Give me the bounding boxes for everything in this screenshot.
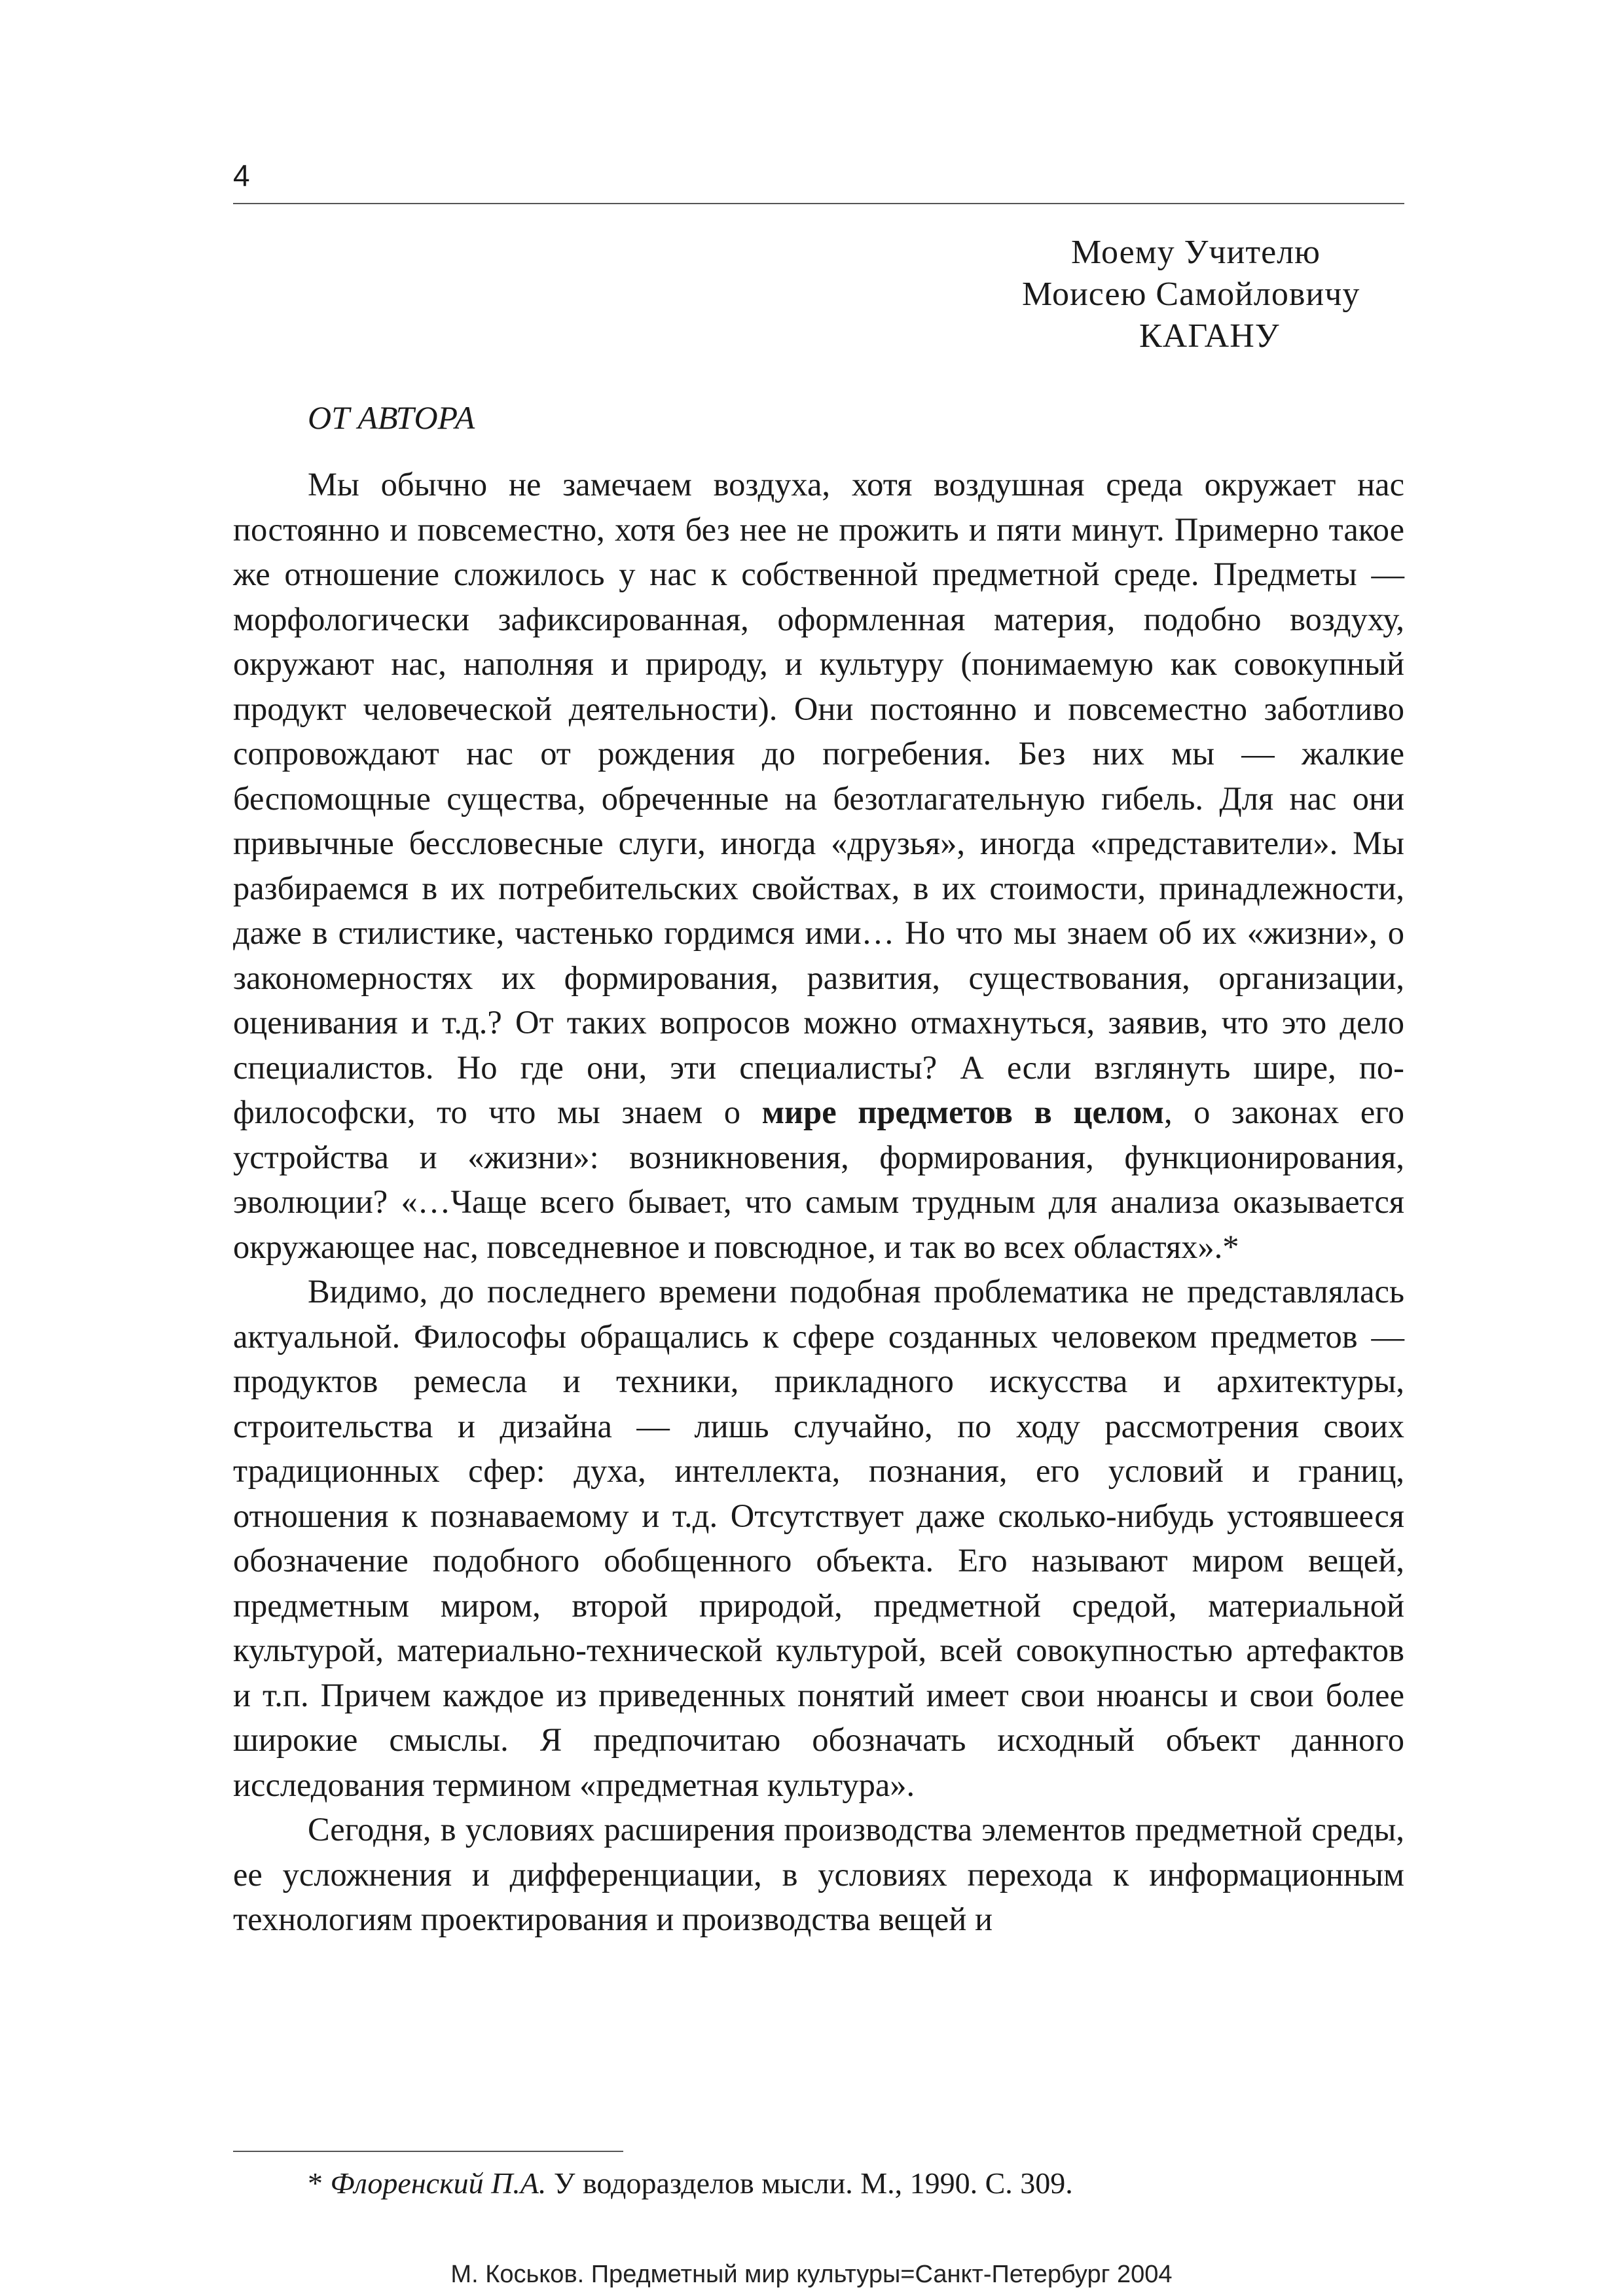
body-text <box>233 462 1404 1942</box>
header-divider <box>233 203 1404 204</box>
footnote-author: Флоренский П.А. <box>330 2166 547 2200</box>
paragraph-1-emphasis: мире предметов в целом <box>761 1094 1164 1130</box>
footnote-marker: * <box>308 2166 331 2200</box>
paragraph-1-text-a: Мы обычно не замечаем воздуха, хотя воздушная среда окружает нас постоянно и повсеместно, хотя без нее не прожить и пяти минут. Примерно такое же отношение сложилось у нас к собственной предметной среде. Предметы — морфологически зафиксированная, оформленная материя, подобно воздуху, окружают нас, наполняя и природу, и культуру (понимаемую как совокупный продукт человеческой деятельности). Они постоянно и повсеместно заботливо сопровождают нас от рождения до погребения. Без них мы — жалкие беспомощные существа, обреченные на безотлагательную гибель. Для нас они привычные бессловесные слуги, иногда «друзья», иногда «представители». Мы разбираемся в их потребительских свойствах, в их стоимости, принадлежности, даже в стилистике, частенько гордимся ими… Но что мы знаем об их «жизни», о закономерностях их формирования, развития, существования, организации, оценивания и т.д.? От таких вопросов можно отмахнуться, заявив, что это дело специалистов. Но где они, эти специалисты? А если взглянуть шире, по-философски, то что мы знаем о <box>233 466 1404 1130</box>
paragraph-3: Сегодня, в условиях расширения производства элементов предметной среды, ее усложнения и дифференциации, в условиях перехода к информационным технологиям проектирования и производства вещей и <box>233 1811 1404 1937</box>
section-title: ОТ АВТОРА <box>308 399 475 436</box>
dedication-line-1: Моему Учителю <box>1071 234 1321 271</box>
paragraph-1-text-b: , о законах его устройства и «жизни»: возникновения, формирования, функционирования, эволюции? «…Чаще всего бывает, что самым трудным для анализа оказывается окружающее нас, повседневное и повсюдное, и так во всех областях».* <box>233 1094 1404 1265</box>
footnote-divider <box>233 2151 623 2152</box>
footnote <box>308 2164 1073 2203</box>
footnote-citation: У водоразделов мысли. М., 1990. С. 309. <box>546 2166 1073 2200</box>
dedication-line-3: КАГАНУ <box>1139 317 1280 355</box>
footer-credit: М. Коськов. Предметный мир культуры=Санкт-Петербург 2004 <box>450 2261 1173 2288</box>
paragraph-1 <box>233 462 1404 1269</box>
paragraph-2: Видимо, до последнего времени подобная проблематика не представлялась актуальной. Философы обращались к сфере созданных человеком предметов — продуктов ремесла и техники, прикладного искусства и архитектуры, строительства и дизайна — лишь случайно, по ходу рассмотрения своих традиционных сфер: духа, интеллекта, познания, его условий и границ, отношения к познаваемому и т.д. Отсутствует даже сколько-нибудь устоявшееся обозначение подобного обобщенного объекта. Его называют миром вещей, предметным миром, второй природой, предметной средой, материальной культурой, материально-технической культурой, всей совокупностью артефактов и т.п. Причем каждое из приведенных понятий имеет свои нюансы и свои более широкие смыслы. Я предпочитаю обозначать исходный объект данного исследования термином «предметная культура». <box>233 1273 1404 1803</box>
page-number: 4 <box>233 158 250 192</box>
dedication-line-2: Моисею Самойловичу <box>1022 276 1360 313</box>
